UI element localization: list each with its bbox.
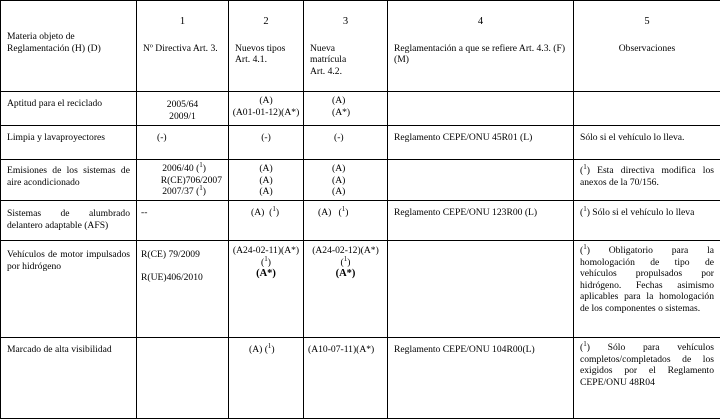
footnote-marker: 1: [583, 163, 587, 171]
header-cell-regulation: [388, 1, 574, 92]
column-number: 3: [310, 1, 381, 28]
column-number: 5: [580, 1, 714, 28]
footnote-marker: 1: [583, 340, 587, 348]
observations-text: Sólo para vehículos completos/completados de los exigidos por el Reglamento CEPE/ONU 48R04: [580, 342, 714, 388]
new-types-value: (A): [251, 207, 264, 218]
subject-cell: Marcado de alta visibilidad: [1, 338, 137, 419]
column-label: Nuevos tipos Art. 4.1.: [235, 43, 297, 66]
new-registration-value: (A*): [332, 107, 387, 119]
table-row: [1, 126, 720, 160]
new-types-value: (A): [235, 186, 297, 198]
new-types-cell: [229, 92, 304, 126]
new-registration-cell: (A24-02-12)(A*) ($^1$) (A*): [304, 241, 388, 338]
new-types-value: (A24-02-11)(A*): [229, 245, 303, 257]
new-types-cell: (A) ($^1$): [229, 201, 304, 241]
new-registration-cell: (A) ($^1$): [304, 201, 388, 241]
footnote-marker: 1: [264, 254, 268, 262]
column-label: Observaciones: [580, 43, 714, 55]
subject-cell: Vehículos de motor impulsados por hidrógeno: [1, 241, 137, 338]
column-number: [7, 1, 130, 16]
regulation-cell: Reglamento CEPE/ONU 104R00(L): [388, 338, 574, 419]
observations-text: Obligatorio para la homologación de tipo de vehículos propulsados por hidrógeno. Fechas asimismo aplicables para la homologación de los componentes o sistemas.: [580, 245, 714, 314]
footnote-marker: 1: [199, 184, 203, 192]
directive-cell: [137, 92, 229, 126]
header-cell-subject: [1, 1, 137, 92]
new-types-value: (A*): [229, 268, 303, 280]
directive-value: 2005/64: [143, 99, 222, 111]
new-types-cell: [229, 160, 304, 201]
regulation-cell: [388, 241, 574, 338]
footnote-marker: 1: [272, 205, 276, 213]
header-cell-directive: [137, 1, 229, 92]
subject-cell: Aptitud para el reciclado: [1, 92, 137, 126]
directive-value: 2006/40: [162, 163, 193, 174]
header-cell-new-types: [229, 1, 304, 92]
footnote-marker: 1: [583, 205, 587, 213]
new-types-cell: (A24-02-11)(A*) ($^1$) (A*): [229, 241, 304, 338]
directive-value: R(UE)406/2010: [141, 272, 228, 284]
header-cell-observations: [574, 1, 720, 92]
observations-text: Sólo si el vehículo lo lleva: [592, 207, 694, 218]
new-types-value: (A): [235, 163, 297, 175]
new-registration-cell: [304, 92, 388, 126]
footnote-marker: 1: [268, 342, 272, 350]
new-types-cell: (-): [229, 126, 304, 160]
new-types-value: (A): [249, 344, 262, 355]
table-row: [1, 201, 720, 241]
directive-cell: --: [137, 201, 229, 241]
new-registration-value: (A): [332, 95, 387, 107]
table-row: [1, 92, 720, 126]
directive-value: R(CE) 79/2009: [141, 249, 228, 261]
observations-cell: Sólo si el vehículo lo lleva.: [574, 126, 720, 160]
column-label: Materia objeto de Reglamentación (H) (D): [7, 31, 123, 54]
observations-cell: ($^1$) Sólo si el vehículo lo lleva: [574, 201, 720, 241]
table-row: [1, 160, 720, 201]
directive-cell: [137, 338, 229, 419]
directive-cell: 2006/40 ($^1$) R(CE)706/2007 2007/37 ($^1$): [137, 160, 229, 201]
regulation-cell: [388, 92, 574, 126]
subject-cell: Limpia y lavaproyectores: [1, 126, 137, 160]
header-row: [1, 1, 720, 92]
subject-cell: Sistemas de alumbrado delantero adaptable (AFS): [1, 201, 137, 241]
column-number: 4: [394, 1, 567, 28]
footnote-marker: 1: [344, 254, 348, 262]
directive-value: R(CE)706/2007: [137, 175, 228, 187]
column-label: Nueva matrícula Art. 4.2.: [310, 43, 360, 78]
new-registration-value: (A): [332, 186, 387, 198]
new-types-value: (A): [229, 95, 303, 107]
new-types-value: (A01-01-12)(A*): [229, 107, 303, 119]
table-row: [1, 338, 720, 419]
observations-cell: ($^1$) Esta directiva modifica los anexos de la 70/156.: [574, 160, 720, 201]
directive-cell: (-): [137, 126, 229, 160]
column-label: Nº Directiva Art. 3.: [143, 43, 218, 55]
observations-cell: [574, 92, 720, 126]
new-types-value: (A): [235, 175, 297, 187]
new-registration-value: (A*): [304, 268, 387, 280]
new-registration-cell: [304, 160, 388, 201]
observations-cell: ($^1$) Obligatorio para la homologación de tipo de vehículos propulsados por hidrógeno. Fechas asimismo aplicables para la homologación de los componentes o sistemas.: [574, 241, 720, 338]
column-number: 1: [143, 1, 222, 28]
new-registration-value: (A24-02-12)(A*): [304, 245, 387, 257]
new-registration-cell: (A10-07-11)(A*): [304, 338, 388, 419]
footnote-marker: 1: [583, 243, 587, 251]
regulation-cell: Reglamento CEPE/ONU 123R00 (L): [388, 201, 574, 241]
regulation-cell: Reglamento CEPE/ONU 45R01 (L): [388, 126, 574, 160]
new-registration-value: (A): [318, 207, 331, 218]
new-registration-cell: (-): [304, 126, 388, 160]
subject-cell: Emisiones de los sistemas de aire acondicionado: [1, 160, 137, 201]
directive-cell: [137, 241, 229, 338]
new-registration-value: (A): [332, 163, 387, 175]
footnote-marker: 1: [199, 161, 203, 169]
new-types-cell: (A) ($^1$): [229, 338, 304, 419]
footnote-marker: 1: [342, 205, 346, 213]
directive-value: 2009/1: [143, 111, 222, 123]
column-number: 2: [235, 1, 297, 28]
column-label: Reglamentación a que se refiere Art. 4.3. (F) (M): [394, 43, 569, 66]
observations-cell: ($^1$) Sólo para vehículos completos/completados de los exigidos por el Reglamento CEPE/ONU 48R04: [574, 338, 720, 419]
observations-text: Esta directiva modifica los anexos de la 70/156.: [580, 165, 714, 188]
new-registration-value: (A): [332, 175, 387, 187]
directive-value: 2007/37: [162, 186, 193, 197]
table-row: [1, 241, 720, 338]
header-cell-new-registration: [304, 1, 388, 92]
regulation-cell: [388, 160, 574, 201]
